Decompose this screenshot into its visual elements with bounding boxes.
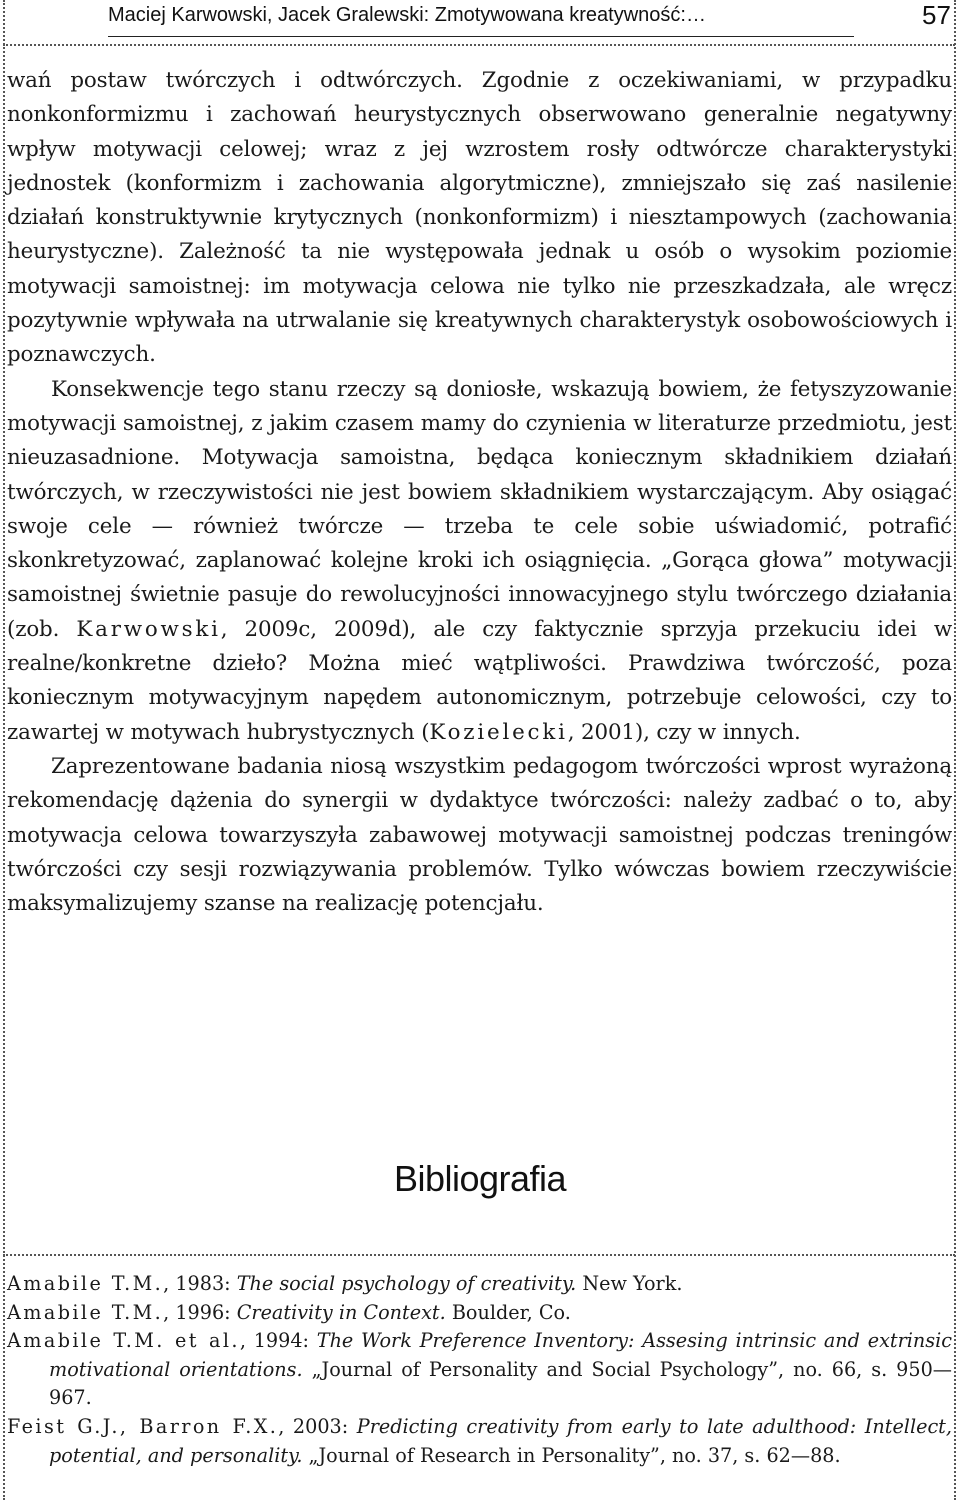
header-rule <box>108 36 854 37</box>
paragraph-1 <box>7 64 952 373</box>
bibliography-entry <box>7 1327 952 1413</box>
entry-title: Creativity in Context. <box>236 1300 446 1324</box>
entry-author: Amabile T.M. et al. <box>7 1329 240 1353</box>
entry-title: The Work Preference Inventory: Assesing intrinsic and extrinsic motivational orientations. <box>49 1329 952 1381</box>
bibliography-entry <box>7 1270 952 1299</box>
paragraph-2-text-b: , 2009c, 2009d), ale czy faktycznie sprzyja przekuciu idei w realne/konkretne dzieło? Można mieć wątpliwości. Prawdziwa twórczość, poza koniecznym motywacyjnym napędem autonomicznym, potrzebuje celowości, czy to zawartej w motywach hubrystycznych ( <box>7 616 953 745</box>
entry-details: New York. <box>576 1272 683 1295</box>
entry-year: , 2003: <box>278 1414 357 1438</box>
entry-author: Amabile T.M. <box>7 1300 164 1324</box>
paragraph-1-text: wań postaw twórczych i odtwórczych. Zgodnie z oczekiwaniami, w przypadku nonkonformizmu i zachowań heurystycznych obserwowano generalnie negatywny wpływ motywacji celowej; wraz z jej wzrostem rosły odtwórcze charakterystyki jednostek (konformizm i zachowania algorytmiczne), zmniejszało się zaś nasilenie działań konstruktywnie krytycznych (nonkonformizm) i niesztampowych (zachowania heurystyczne). Zależność ta nie występowała jednak u osób o wysokim poziomie motywacji samoistnej: im motywacja celowa nie tylko nie przeszkadzała, ale wręcz pozytywnie wpływała na utrwalanie się kreatywnych charakterystyk osobowościowych i poznawczych. <box>7 68 952 368</box>
page-number: 57 <box>922 0 951 30</box>
page-edge-left <box>3 0 5 1500</box>
entry-year: , 1996: <box>163 1300 237 1324</box>
entry-year: , 1994: <box>239 1329 317 1353</box>
paragraph-3 <box>7 750 952 921</box>
paragraph-2 <box>7 373 952 750</box>
section-heading: Bibliografia <box>393 1158 567 1199</box>
entry-year: , 1983: <box>163 1272 237 1295</box>
bibliography-entry <box>7 1413 952 1470</box>
entry-details: „Journal of Research in Personality”, no. 37, s. 62—88. <box>302 1443 841 1467</box>
paragraph-3-text: Zaprezentowane badania niosą wszystkim pedagogom twórczości wprost wyrażoną rekomendację dążenia do synergii w dydaktyce twórczości: należy zadbać o to, aby motywacja celowa towarzyszyła zabawowej motywacji samoistnej podczas treningów twórczości czy sesji rozwiązywania problemów. Tylko wówczas bowiem rzeczywiście maksymalizujemy szanse na realizację potencjału. <box>7 753 952 917</box>
bibliography-list <box>7 1270 952 1470</box>
citation-author: Kozielecki <box>429 719 568 745</box>
entry-title: The social psychology of creativity. <box>236 1272 577 1295</box>
page-edge-right <box>954 0 956 1500</box>
entry-details: „Journal of Personality and Social Psychology”, no. 66, s. 950—967. <box>49 1357 952 1410</box>
paragraph-2-text-a: Konsekwencje tego stanu rzeczy są doniosłe, wskazują bowiem, że fetyszyzowanie motywacji samoistnej, z jakim czasem mamy do czynienia w literaturze przedmiotu, jest nieuzasadnione. Motywacja samoistna, będąca koniecznym składnikiem działań twórczych, w rzeczywistości nie jest bowiem składnikiem wystarczającym. Aby osiągać swoje cele — również twórcze — trzeba te cele sobie uświadomić, potrafić skonkretyzować, zaplanować kolejne kroki ich osiągnięcia. „Gorąca głowa” motywacji samoistnej świetnie pasuje do rewolucyjności innowacyjnego stylu twórczego działania (zob. <box>7 376 952 642</box>
entry-author: Feist G.J., Barron F.X. <box>7 1414 279 1438</box>
entry-title: Predicting creativity from early to late adulthood: Intellect, potential, and personality. <box>49 1414 952 1467</box>
body-text <box>7 64 952 921</box>
header-divider <box>3 44 955 46</box>
running-header: Maciej Karwowski, Jacek Gralewski: Zmotywowana kreatywność:… <box>108 4 706 26</box>
paragraph-2-text-c: , 2001), czy w innych. <box>567 719 801 745</box>
entry-author: Amabile T.M. <box>7 1272 164 1295</box>
citation-author: Karwowski <box>76 616 221 642</box>
bibliography-entry <box>7 1299 952 1328</box>
bibliography-divider <box>3 1254 955 1256</box>
entry-details: Boulder, Co. <box>445 1300 571 1324</box>
